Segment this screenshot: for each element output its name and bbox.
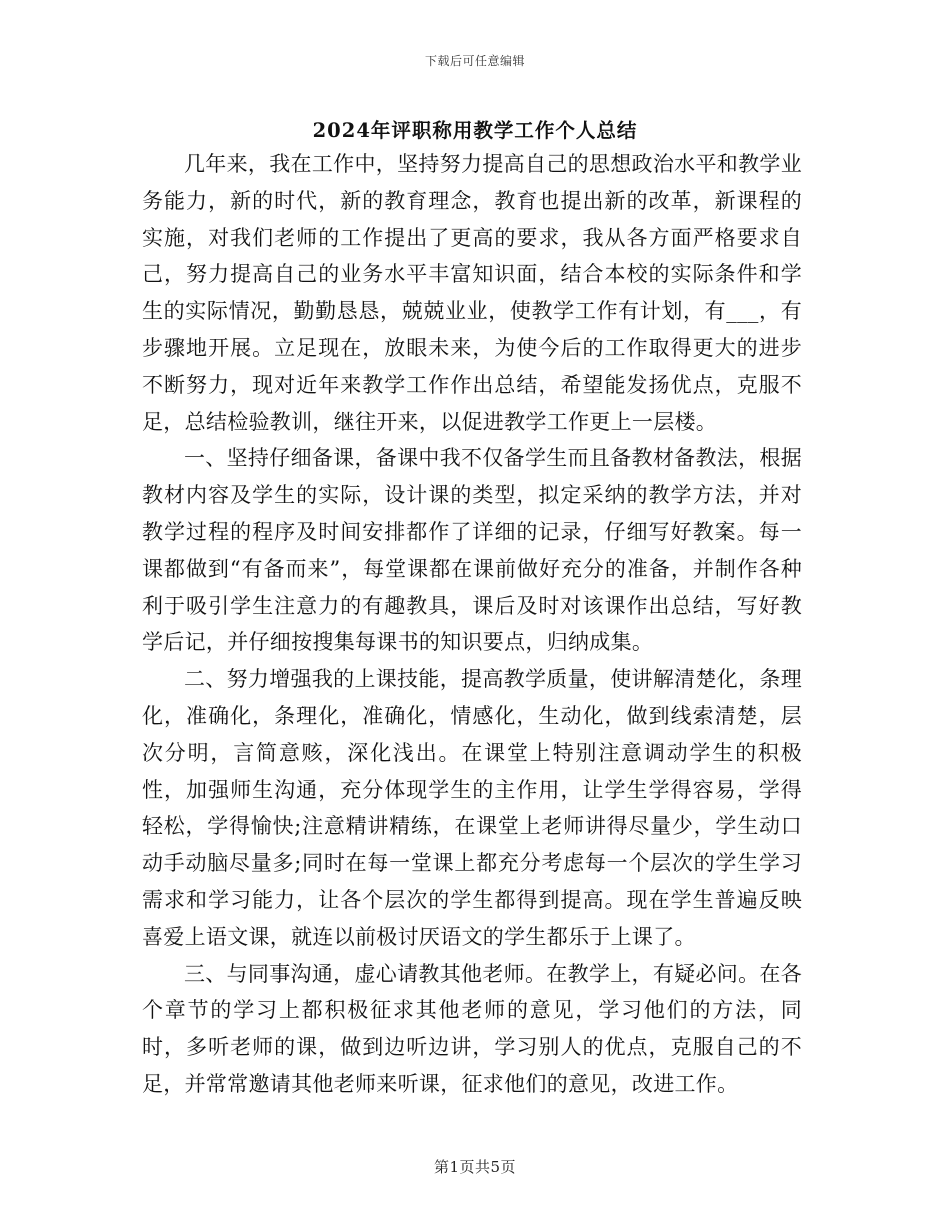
document-body — [142, 146, 802, 1103]
header-note: 下载后可任意编辑 — [424, 54, 525, 68]
paragraph-intro: 几年来，我在工作中，坚持努力提高自己的思想政治水平和教学业务能力，新的时代，新的教育理念，教育也提出新的改革，新课程的实施，对我们老师的工作提出了更高的要求，我从各方面严格要求自己，努力提高自己的业务水平丰富知识面，结合本校的实际条件和学生的实际情况，勤勤恳恳，兢兢业业，使教学工作有计划，有___，有步骤地开展。立足现在，放眼未来，为使今后的工作取得更大的进步不断努力，现对近年来教学工作作出总结，希望能发扬优点，克服不足，总结检验教训，继往开来，以促进教学工作更上一层楼。 — [142, 152, 802, 434]
document-title: 2024年评职称用教学工作个人总结 — [312, 119, 638, 142]
paragraph-section-3: 三、与同事沟通，虚心请教其他老师。在教学上，有疑必问。在各个章节的学习上都积极征求其他老师的意见，学习他们的方法，同时，多听老师的课，做到边听边讲，学习别人的优点，克服自己的不足，并常常邀请其他老师来听课，征求他们的意见，改进工作。 — [142, 961, 802, 1096]
page-footer: 第1页共5页 — [433, 1158, 517, 1176]
paragraph-section-2: 二、努力增强我的上课技能，提高教学质量，使讲解清楚化，条理化，准确化，条理化，准确化，情感化，生动化，做到线索清楚，层次分明，言简意赅，深化浅出。在课堂上特别注意调动学生的积极性，加强师生沟通，充分体现学生的主作用，让学生学得容易，学得轻松，学得愉快;注意精讲精练，在课堂上老师讲得尽量少，学生动口动手动脑尽量多;同时在每一堂课上都充分考虑每一个层次的学生学习需求和学习能力，让各个层次的学生都得到提高。现在学生普遍反映喜爱上语文课，就连以前极讨厌语文的学生都乐于上课了。 — [142, 667, 802, 949]
paragraph-section-1: 一、坚持仔细备课，备课中我不仅备学生而且备教材备教法，根据教材内容及学生的实际，设计课的类型，拟定采纳的教学方法，并对教学过程的程序及时间安排都作了详细的记录，仔细写好教案。每一课都做到“有备而来”，每堂课都在课前做好充分的准备，并制作各种利于吸引学生注意力的有趣教具，课后及时对该课作出总结，写好教学后记，并仔细按搜集每课书的知识要点，归纳成集。 — [142, 446, 802, 655]
